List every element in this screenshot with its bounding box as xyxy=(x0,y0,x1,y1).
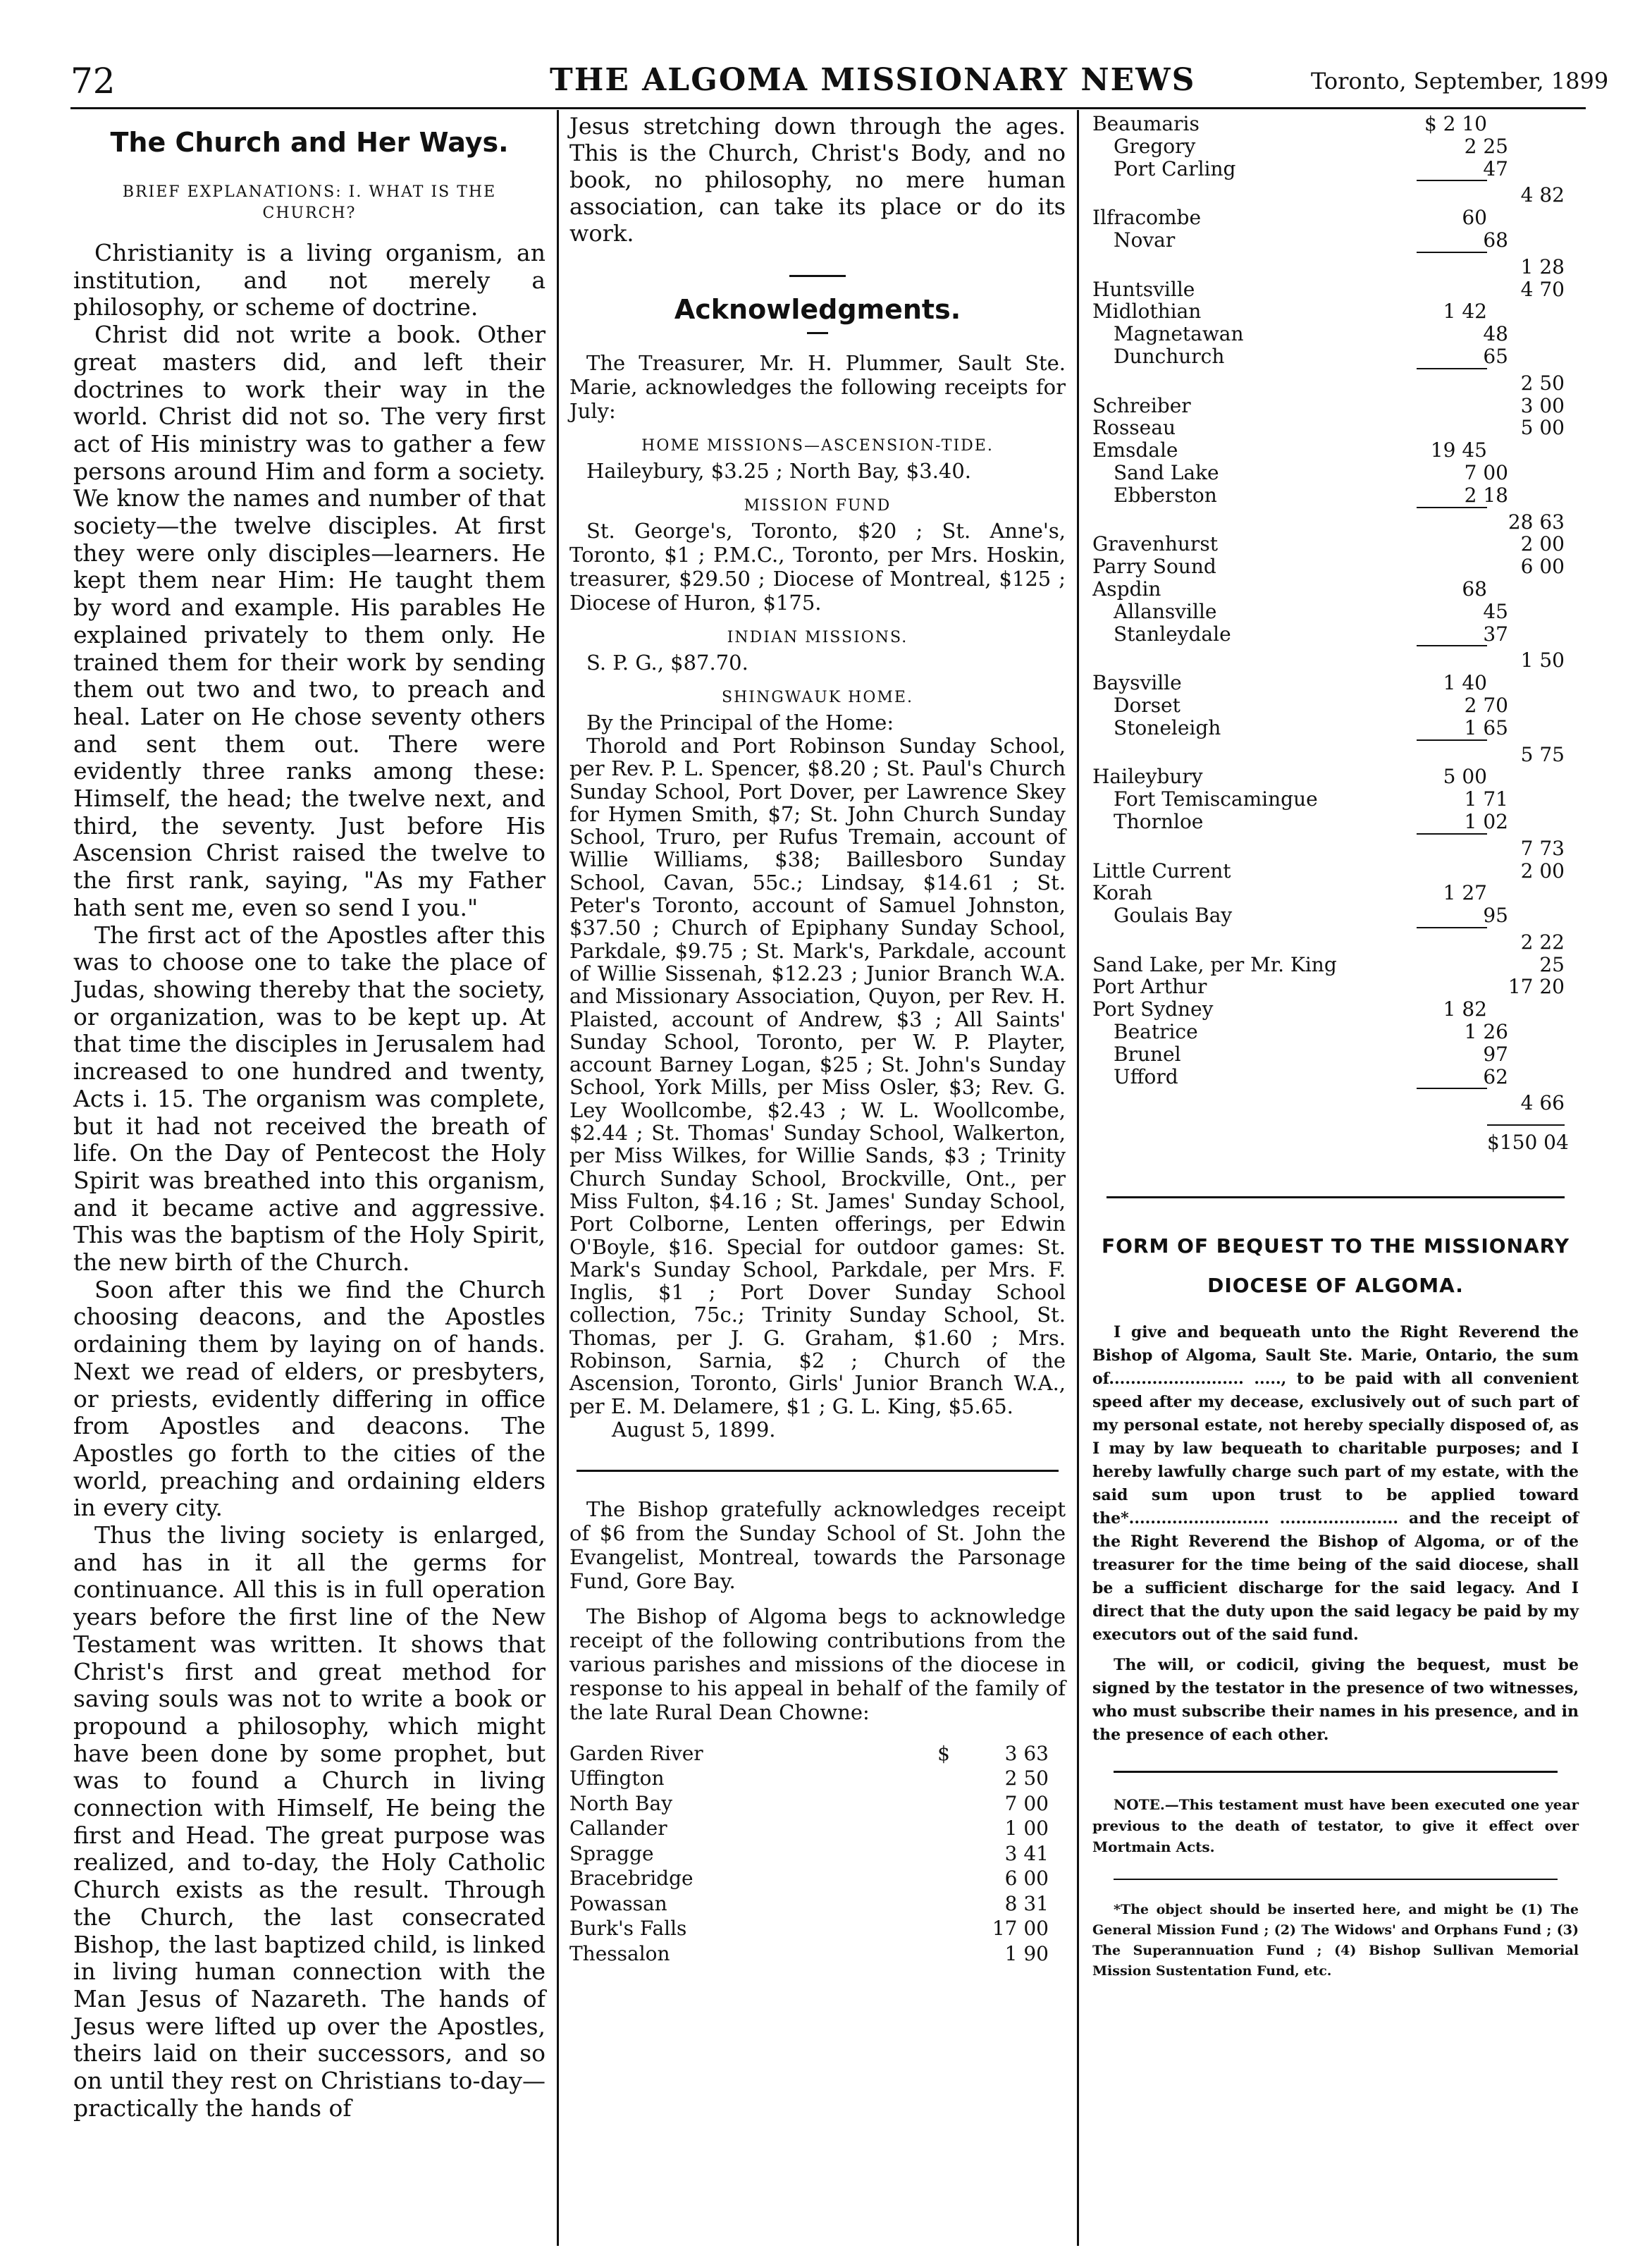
newspaper-title: THE ALGOMA MISSIONARY NEWS xyxy=(550,62,1196,98)
column-church-ways xyxy=(73,113,545,2122)
list-item: Ufford 62 xyxy=(1114,1064,1508,1088)
paragraph: The first act of the Apostles after this was to choose one to take the place of Judas, showing thereby that the society, or organization, was to be kept up. At that time the disciples in Jerusalem had increased to one hundred and twenty, Acts i. 15. The organism was complete, but it had not received the breath of life. On the Day of Pentecost the Holy Spirit was breathed into this organism, and it became active and aggressive. This was the baptism of the Holy Spirit, the new birth of the Church. xyxy=(73,921,545,1277)
section-text: St. George's, Toronto, $20 ; St. Anne's, Toronto, $1 ; P.M.C., Toronto, per Mrs. Hoskin, treasurer, $29.50 ; Diocese of Montreal, $125 ; Diocese of Huron, $175. xyxy=(569,519,1066,615)
ack-date: August 5, 1899. xyxy=(612,1417,776,1442)
list-item: Schreiber 3 00 xyxy=(1092,393,1565,417)
column-divider-1 xyxy=(557,110,559,2246)
list-item: Huntsville 4 70 xyxy=(1092,277,1565,301)
list-item: Port Sydney 1 82 xyxy=(1092,997,1487,1021)
contributions-list xyxy=(569,1741,1066,1967)
list-item: Allansville 45 xyxy=(1114,599,1508,623)
ack-intro: The Treasurer, Mr. H. Plummer, Sault Ste. Marie, acknowledges the following receipts for July: xyxy=(569,351,1066,423)
list-item: North Bay 7 00 xyxy=(569,1791,1049,1815)
list-item: Midlothian 1 42 xyxy=(1092,300,1487,324)
parish-contributions-list xyxy=(1092,113,1579,1114)
list-item: Korah 1 27 xyxy=(1092,881,1487,905)
paragraph: Christ did not write a book. Other great masters did, and left their doctrines to work their way in the world. Christ did not so. The very first act of His ministry was to gather a few persons around Him and form a society. We know the names and number of that society—the twelve disciples. At first they were only disciples—learners. He kept them near Him: He taught them by word and example. His parables He explained privately to them only. He trained them for their work by sending them out two and two, to preach and heal. Later on He chose seventy others and sent them out. There were evidently three ranks among these: Himself, the head; the twelve next, and third, the seventy. Just before His Ascension Christ raised the twelve to the first rank, saying, "As my Father hath sent me, even so send I you." xyxy=(73,321,545,921)
column-acknowledgments xyxy=(569,113,1066,1966)
list-item: Emsdale 19 45 xyxy=(1092,438,1487,462)
bishop-ack: The Bishop gratefully acknowledges receipt of $6 from the Sunday School of St. John the Evangelist, Montreal, towards the Parsonage Fund, Gore Bay. xyxy=(569,1497,1066,1593)
section-head: MISSION FUND xyxy=(744,497,892,515)
list-item: Stoneleigh 1 65 xyxy=(1114,715,1508,739)
list-item: Sand Lake, per Mr. King 25 xyxy=(1092,952,1565,976)
list-item: Rosseau 5 00 xyxy=(1092,416,1565,440)
list-item: Beaumaris $ 2 10 xyxy=(1092,112,1487,135)
section-text: Haileybury, $3.25 ; North Bay, $3.40. xyxy=(586,459,972,483)
article-subheading: BRIEF EXPLANATIONS: I. WHAT IS THE CHURCH? xyxy=(122,183,497,222)
footnote-separator xyxy=(1114,1879,1558,1880)
list-item: Garden River $ 3 63 xyxy=(569,1741,1049,1765)
list-item: Aspdin 68 xyxy=(1092,577,1487,601)
column-divider-2 xyxy=(1077,110,1079,2246)
list-item: Baysville 1 40 xyxy=(1092,671,1487,695)
continued-text: Jesus stretching down through the ages. This is the Church, Christ's Body, and no book, no philosophy, no mere human association, can take its place or do its work. xyxy=(569,113,1066,247)
list-item: Goulais Bay 95 xyxy=(1114,904,1508,928)
bequest-text: I give and bequeath unto the Right Reverend the Bishop of Algoma, Sault Ste. Marie, Ontario, the sum of......................... ....., to be paid with all convenient speed after my decease, exclusively out of such part of my personal estate, not hereby specially disposed of, as I may by law bequeath to charitable purposes; and I hereby lawfully charge such part of my estate, with the said sum upon trust to be applied toward the*.......................... ...................... and the receipt of the Right Reverend the Bishop of Algoma, or of the treasurer for the time being of the said diocese, shall be a sufficient discharge for the said legacy. And I direct that the duty upon the said legacy be paid by my executors out of the said fund. xyxy=(1092,1323,1579,1645)
list-item: Dunchurch 65 xyxy=(1114,344,1508,368)
subtotal-row: 2 22 xyxy=(1520,930,1565,954)
list-item: Stanleydale 37 xyxy=(1114,622,1508,646)
bequest-section xyxy=(1092,1227,1579,1982)
bequest-will: The will, or codicil, giving the bequest, must be signed by the testator in the presence of two witnesses, who must subscribe their names in his presence, and in the presence of each other. xyxy=(1092,1656,1579,1745)
list-item: Ebberston 2 18 xyxy=(1114,483,1508,507)
list-item: Parry Sound 6 00 xyxy=(1092,555,1565,579)
subtotal-row: 1 28 xyxy=(1520,254,1565,278)
paragraph: Christianity is a living organism, an institution, and not merely a philosophy, or scheme of doctrine. xyxy=(73,239,545,321)
section-head: INDIAN MISSIONS. xyxy=(727,629,908,646)
section-text: S. P. G., $87.70. xyxy=(586,651,748,675)
section-head: SHINGWAUK HOME. xyxy=(722,689,913,706)
section-separator xyxy=(1107,1196,1565,1198)
list-item: Spragge 3 41 xyxy=(569,1841,1049,1865)
page-number: 72 xyxy=(70,61,116,102)
masthead-rule xyxy=(70,107,1586,109)
list-item: Thornloe 1 02 xyxy=(1114,809,1508,833)
article-heading: The Church and Her Ways. xyxy=(110,127,509,158)
list-item: Fort Temiscamingue 1 71 xyxy=(1114,787,1508,811)
grand-total-rule xyxy=(1487,1124,1565,1126)
subtotal-row: 28 63 xyxy=(1508,510,1565,534)
note-separator xyxy=(1114,1771,1558,1773)
list-item: Port Arthur 17 20 xyxy=(1092,975,1565,999)
list-item: Bracebridge 6 00 xyxy=(569,1867,1049,1891)
grand-total: $150 04 xyxy=(1487,1131,1569,1155)
list-item: Thessalon 1 90 xyxy=(569,1941,1049,1965)
section-text: Thorold and Port Robinson Sunday School, per Rev. P. L. Spencer, $8.20 ; St. Paul's Church Sunday School, Port Dover, per Lawrence Skey for Hymen Smith, $7; St. John Church Sunday School, Truro, per Rufus Tremain, account of Willie Williams, $38; Baillesboro Sunday School, Cavan, 55c.; Lindsay, $14.61 ; St. Peter's Toronto, account of Samuel Johnston, $37.50 ; Church of Epiphany Sunday School, Parkdale, $9.75 ; St. Mark's, Parkdale, account of Willie Sissenah, $12.23 ; Junior Branch W.A. and Missionary Association, Quyon, per Rev. H. Plaisted, account of Andrew, $3 ; All Saints' Sunday School, Toronto, per W. P. Playter, account Barney Logan, $25 ; St. John's Sunday School, York Mills, per Miss Osler, $3; Rev. G. Ley Woollcombe, $2.43 ; W. L. Woollcombe, $2.44 ; St. Thomas' Sunday School, Walkerton, per Miss Wilkes, for Willie Sands, $3 ; Trinity Church Sunday School, Brockville, Ont., per Miss Fulton, $4.16 ; St. James' Sunday School, Port Colborne, Lenten offerings, per Edwin O'Boyle, $16. Special for outdoor games: St. Mark's Sunday School, Parkdale, per Mrs. F. Inglis, $1 ; Port Dover Sunday School collection, 75c.; Trinity Sunday School, St. Thomas, per J. G. Graham, $1.60 ; Mrs. Robinson, Sarnia, $2 ; Church of the Ascension, Toronto, Girls' Junior Branch W.A., per E. M. Delamere, $1 ; G. L. King, $5.65. xyxy=(569,734,1066,1418)
list-item: Beatrice 1 26 xyxy=(1114,1020,1508,1044)
subtotal-row: 4 66 xyxy=(1520,1091,1565,1115)
heading-rule xyxy=(807,332,828,334)
list-item: Novar 68 xyxy=(1114,228,1508,252)
list-item: Uffington 2 50 xyxy=(569,1767,1049,1790)
subtotal-row: 7 73 xyxy=(1520,836,1565,860)
list-item: Gravenhurst 2 00 xyxy=(1092,532,1565,556)
bequest-note: NOTE.—This testament must have been executed one year previous to the death of testator, to give it effect over Mortmain Acts. xyxy=(1092,1796,1579,1856)
list-item: Port Carling 47 xyxy=(1114,156,1508,180)
section-head: HOME MISSIONS—ASCENSION-TIDE. xyxy=(641,437,994,455)
acknowledgments-heading: Acknowledgments. xyxy=(674,294,961,325)
list-item: Sand Lake 7 00 xyxy=(1114,460,1508,484)
subtotal-row: 5 75 xyxy=(1520,742,1565,766)
issue-date: Toronto, September, 1899 xyxy=(1311,68,1609,94)
bequest-footnote: *The object should be inserted here, and might be (1) The General Mission Fund ; (2) The Widows' and Orphans Fund ; (3) The Superannuation Fund ; (4) Bishop Sullivan Memorial Mission Sustentation Fund, etc. xyxy=(1092,1902,1579,1979)
list-item: Ilfracombe 60 xyxy=(1092,206,1487,230)
list-item: Haileybury 5 00 xyxy=(1092,765,1487,789)
list-item: Callander 1 00 xyxy=(569,1817,1049,1841)
list-item: Brunel 97 xyxy=(1114,1042,1508,1066)
subtotal-row: 4 82 xyxy=(1520,183,1565,207)
list-item: Little Current 2 00 xyxy=(1092,859,1565,883)
section-rule xyxy=(789,275,846,277)
section-by: By the Principal of the Home: xyxy=(586,711,894,735)
column-contributions xyxy=(1092,113,1579,1982)
bequest-title: FORM OF BEQUEST TO THE MISSIONARY DIOCESE OF ALGOMA. xyxy=(1102,1234,1570,1298)
list-item: Dorset 2 70 xyxy=(1114,693,1508,717)
masthead xyxy=(0,0,1652,106)
subtotal-row: 1 50 xyxy=(1520,649,1565,672)
list-item: Powassan 8 31 xyxy=(569,1891,1049,1915)
list-item: Gregory 2 25 xyxy=(1114,134,1508,158)
paragraph: Thus the living society is enlarged, and has in it all the germs for continuance. All this is in full operation years before the first line of the New Testament was written. It shows that Christ's first and great method for saving souls was not to write a book or propound a philosophy, which might have been done by some prophet, but was to found a Church in living connection with Himself, He being the first and Head. The great purpose was realized, and to-day, the Holy Catholic Church exists as the result. Through the Church, the last consecrated Bishop, the last baptized child, is linked in living human connection with the Man Jesus of Nazareth. The hands of Jesus were lifted up over the Apostles, theirs laid on their successors, and so on until they rest on Christians to-day—practically the hands of xyxy=(73,1521,545,2122)
bishop-appeal: The Bishop of Algoma begs to acknowledge receipt of the following contributions from the various parishes and missions of the diocese in response to his appeal in behalf of the family of the late Rural Dean Chowne: xyxy=(569,1604,1066,1724)
list-item: Magnetawan 48 xyxy=(1114,322,1508,346)
paragraph: Soon after this we find the Church choosing deacons, and the Apostles ordaining them by laying on of hands. Next we read of elders, or presbyters, or priests, evidently differing in office from Apostles and deacons. The Apostles go forth to the cities of the world, preaching and ordaining elders in every city. xyxy=(73,1275,545,1522)
list-item: Burk's Falls 17 00 xyxy=(569,1917,1049,1941)
section-separator xyxy=(577,1470,1059,1472)
subtotal-row: 2 50 xyxy=(1520,371,1565,395)
